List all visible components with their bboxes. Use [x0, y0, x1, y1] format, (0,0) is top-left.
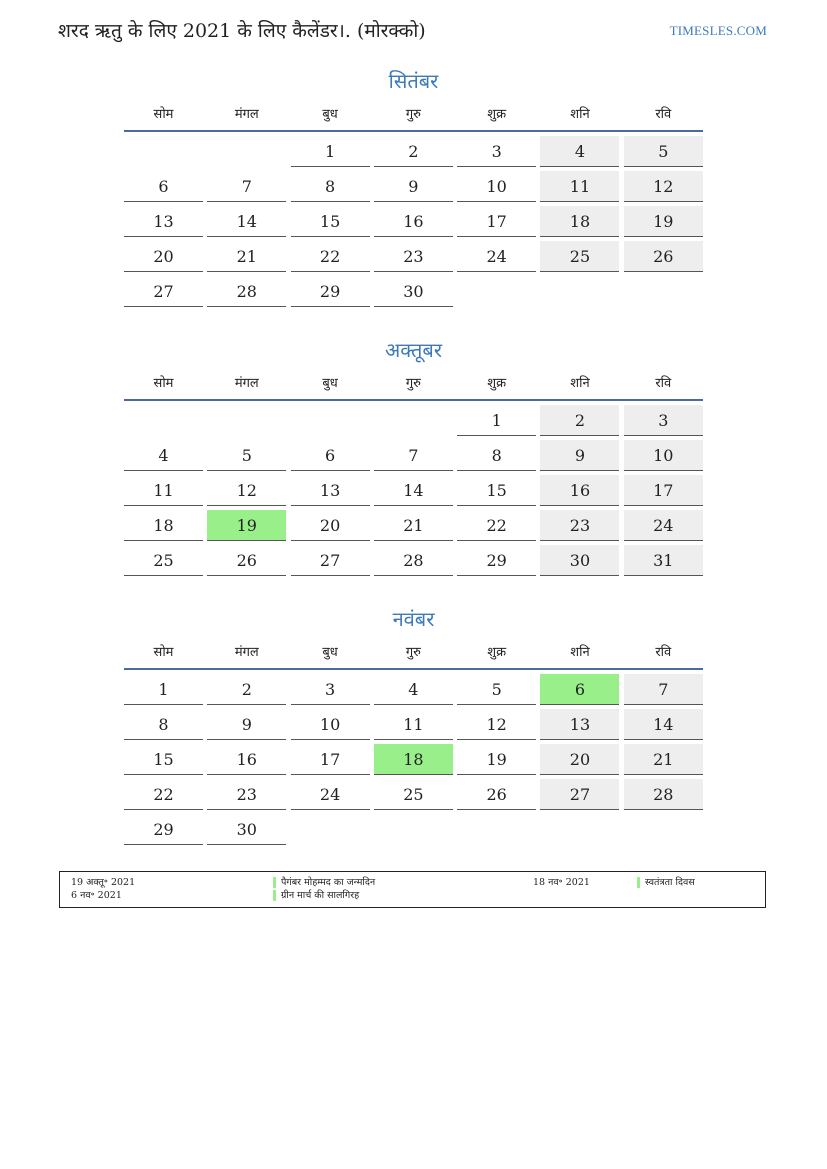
day-cell: 14 [624, 709, 703, 740]
day-cell: 29 [457, 545, 536, 576]
day-cell: 19 [457, 744, 536, 775]
holiday-marker [637, 877, 640, 888]
weekday-label: रवि [655, 645, 672, 660]
day-cell: 18 [124, 510, 203, 541]
weekday-label: सोम [153, 645, 174, 660]
day-cell: 15 [124, 744, 203, 775]
day-cell: 22 [124, 779, 203, 810]
weekday-label: शनि [570, 376, 590, 391]
day-cell: 3 [291, 674, 370, 705]
legend-holiday-name: पैगंबर मोहम्मद का जन्मदिन [281, 877, 376, 888]
day-cell: 28 [374, 545, 453, 576]
day-cell: 15 [291, 206, 370, 237]
day-cell: 16 [207, 744, 286, 775]
legend-holiday-name: स्वतंत्रता दिवस [645, 877, 695, 888]
day-cell: 9 [207, 709, 286, 740]
day-cell: 29 [124, 814, 203, 845]
holiday-day-cell: 18 [374, 744, 453, 775]
day-cell: 7 [374, 440, 453, 471]
day-cell: 20 [124, 241, 203, 272]
day-cell: 16 [374, 206, 453, 237]
day-cell: 5 [207, 440, 286, 471]
day-cell: 21 [624, 744, 703, 775]
weekday-label: मंगल [234, 376, 259, 391]
holiday-marker [273, 890, 276, 901]
weekday-label: बुध [322, 107, 338, 122]
weekday-label: शुक्र [487, 107, 507, 122]
empty-cell [124, 136, 203, 167]
legend-holiday [637, 877, 695, 889]
day-cell: 12 [457, 709, 536, 740]
day-cell: 22 [291, 241, 370, 272]
day-cell: 3 [457, 136, 536, 167]
day-cell: 14 [374, 475, 453, 506]
day-cell: 6 [291, 440, 370, 471]
weekday-label: शुक्र [487, 645, 507, 660]
day-cell: 25 [124, 545, 203, 576]
day-cell: 11 [124, 475, 203, 506]
weekday-label: बुध [322, 645, 338, 660]
day-cell: 17 [291, 744, 370, 775]
weekday-label: बुध [322, 376, 338, 391]
empty-cell [207, 405, 286, 436]
day-grid [124, 401, 703, 576]
weekday-label: सोम [153, 107, 174, 122]
day-cell: 26 [207, 545, 286, 576]
day-cell: 10 [291, 709, 370, 740]
brand-link[interactable]: TIMESLES.COM [669, 23, 767, 38]
day-cell: 23 [374, 241, 453, 272]
weekday-header [124, 634, 703, 670]
day-cell: 31 [624, 545, 703, 576]
weekday-label: गुरु [405, 376, 421, 391]
day-cell: 19 [624, 206, 703, 237]
day-cell: 21 [207, 241, 286, 272]
day-cell: 9 [374, 171, 453, 202]
day-cell: 27 [124, 276, 203, 307]
legend-date: 18 नव॰ 2021 [533, 877, 590, 888]
day-cell: 2 [207, 674, 286, 705]
holiday-legend [59, 871, 766, 908]
day-cell: 11 [374, 709, 453, 740]
month-october [124, 335, 703, 576]
weekday-label: शनि [570, 645, 590, 660]
weekday-label: गुरु [405, 107, 421, 122]
legend-date: 6 नव॰ 2021 [71, 890, 122, 901]
weekday-label: रवि [655, 107, 672, 122]
day-cell: 16 [540, 475, 619, 506]
day-cell: 4 [124, 440, 203, 471]
holiday-marker [273, 877, 276, 888]
month-title: नवंबर [392, 607, 435, 631]
day-cell: 23 [207, 779, 286, 810]
day-cell: 17 [457, 206, 536, 237]
day-cell: 18 [540, 206, 619, 237]
month-november [124, 604, 703, 845]
day-cell: 4 [540, 136, 619, 167]
day-grid [124, 670, 703, 845]
day-cell: 30 [540, 545, 619, 576]
day-cell: 28 [624, 779, 703, 810]
day-cell: 1 [457, 405, 536, 436]
day-cell: 4 [374, 674, 453, 705]
day-cell: 30 [374, 276, 453, 307]
day-cell: 28 [207, 276, 286, 307]
day-grid [124, 132, 703, 307]
day-cell: 8 [124, 709, 203, 740]
day-cell: 10 [457, 171, 536, 202]
weekday-header [124, 96, 703, 132]
empty-cell [207, 136, 286, 167]
day-cell: 5 [457, 674, 536, 705]
day-cell: 14 [207, 206, 286, 237]
day-cell: 23 [540, 510, 619, 541]
day-cell: 11 [540, 171, 619, 202]
day-cell: 27 [540, 779, 619, 810]
day-cell: 29 [291, 276, 370, 307]
day-cell: 26 [624, 241, 703, 272]
weekday-label: गुरु [405, 645, 421, 660]
day-cell: 20 [540, 744, 619, 775]
day-cell: 7 [207, 171, 286, 202]
day-cell: 22 [457, 510, 536, 541]
holiday-day-cell: 6 [540, 674, 619, 705]
empty-cell [124, 405, 203, 436]
holiday-day-cell: 19 [207, 510, 286, 541]
day-cell: 13 [540, 709, 619, 740]
weekday-label: शनि [570, 107, 590, 122]
weekday-header [124, 365, 703, 401]
day-cell: 24 [457, 241, 536, 272]
day-cell: 5 [624, 136, 703, 167]
page-title: शरद ऋतु के लिए 2021 के लिए कैलेंडर।. (मोरक्को) [58, 20, 426, 42]
day-cell: 2 [540, 405, 619, 436]
weekday-label: सोम [153, 376, 174, 391]
day-cell: 2 [374, 136, 453, 167]
day-cell: 21 [374, 510, 453, 541]
empty-cell [291, 405, 370, 436]
day-cell: 15 [457, 475, 536, 506]
day-cell: 12 [624, 171, 703, 202]
day-cell: 25 [540, 241, 619, 272]
day-cell: 3 [624, 405, 703, 436]
legend-holiday [273, 890, 359, 902]
day-cell: 1 [124, 674, 203, 705]
weekday-label: रवि [655, 376, 672, 391]
day-cell: 13 [291, 475, 370, 506]
day-cell: 24 [291, 779, 370, 810]
day-cell: 17 [624, 475, 703, 506]
day-cell: 10 [624, 440, 703, 471]
weekday-label: शुक्र [487, 376, 507, 391]
legend-holiday [273, 877, 375, 889]
day-cell: 26 [457, 779, 536, 810]
legend-date: 19 अक्तू॰ 2021 [71, 877, 136, 888]
day-cell: 25 [374, 779, 453, 810]
month-title: सितंबर [388, 69, 439, 93]
weekday-label: मंगल [234, 107, 259, 122]
day-cell: 7 [624, 674, 703, 705]
empty-cell [374, 405, 453, 436]
day-cell: 8 [457, 440, 536, 471]
day-cell: 30 [207, 814, 286, 845]
day-cell: 8 [291, 171, 370, 202]
day-cell: 12 [207, 475, 286, 506]
day-cell: 13 [124, 206, 203, 237]
day-cell: 24 [624, 510, 703, 541]
legend-holiday-name: ग्रीन मार्च की सालगिरह [281, 890, 360, 901]
day-cell: 20 [291, 510, 370, 541]
month-september [124, 66, 703, 307]
weekday-label: मंगल [234, 645, 259, 660]
day-cell: 1 [291, 136, 370, 167]
day-cell: 6 [124, 171, 203, 202]
day-cell: 27 [291, 545, 370, 576]
month-title: अक्तूबर [385, 338, 442, 362]
day-cell: 9 [540, 440, 619, 471]
